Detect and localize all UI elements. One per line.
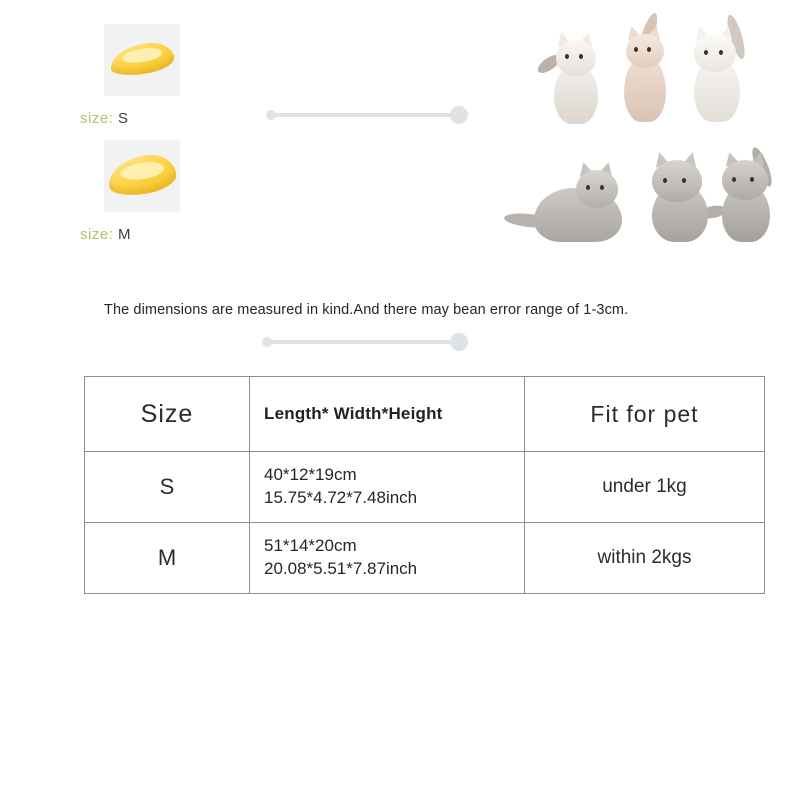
kitten-3 xyxy=(678,26,760,126)
header-cell-size xyxy=(85,377,250,452)
cell-dimensions-m xyxy=(250,523,525,594)
adult-cat-3 xyxy=(712,150,778,244)
measurement-note: The dimensions are measured in kind.And there may bean error range of 1-3cm. xyxy=(104,302,629,318)
adult-cats-group-illustration xyxy=(500,140,770,250)
kittens-group-illustration xyxy=(520,20,770,130)
adult-cat-1 xyxy=(504,158,634,244)
header-dimensions-label: Length* Width*Height xyxy=(264,404,443,423)
kitten-2 xyxy=(608,26,680,126)
row-s-fit-value: under 1kg xyxy=(602,476,687,497)
row-m-fit-value: within 2kgs xyxy=(597,547,692,568)
row-m-dimensions-cm: 51*14*20cm xyxy=(264,536,357,556)
size-m-label-value: M xyxy=(118,226,132,243)
table-header-row xyxy=(85,377,765,452)
kitten-1 xyxy=(540,30,610,126)
size-s-thumbnail-wrap xyxy=(80,24,180,127)
measure-pin-line-s-icon xyxy=(268,109,464,121)
row-m-dimensions-inch: 20.08*5.51*7.87inch xyxy=(264,559,418,578)
row-s-dimensions-inch: 15.75*4.72*7.48inch xyxy=(264,488,418,507)
pet-bed-thumbnail-icon xyxy=(104,24,180,96)
header-fit-label: Fit for pet xyxy=(590,400,699,427)
row-s-dimensions xyxy=(250,452,524,522)
size-m-label-prefix: size: xyxy=(80,226,114,243)
row-s-size-value: S xyxy=(159,474,175,499)
size-s-label xyxy=(78,110,180,127)
table-row xyxy=(85,452,765,523)
header-cell-dimensions xyxy=(250,377,525,452)
measure-pin-line-m-icon xyxy=(264,336,468,348)
cell-fit-m xyxy=(525,523,765,594)
pet-bed-thumbnail-icon xyxy=(104,140,180,212)
cell-size-m xyxy=(85,523,250,594)
size-s-label-value: S xyxy=(118,110,129,127)
row-m-size-value: M xyxy=(157,545,177,570)
size-m-thumbnail-wrap xyxy=(80,140,180,243)
size-s-label-prefix: size: xyxy=(80,110,114,127)
header-cell-fit xyxy=(525,377,765,452)
cell-size-s xyxy=(85,452,250,523)
table-row xyxy=(85,523,765,594)
header-size-label: Size xyxy=(140,399,194,428)
size-spec-table xyxy=(84,376,765,594)
cell-fit-s xyxy=(525,452,765,523)
row-m-dimensions xyxy=(250,523,524,593)
cell-dimensions-s xyxy=(250,452,525,523)
row-s-dimensions-cm: 40*12*19cm xyxy=(264,465,357,485)
size-m-label xyxy=(78,226,180,243)
